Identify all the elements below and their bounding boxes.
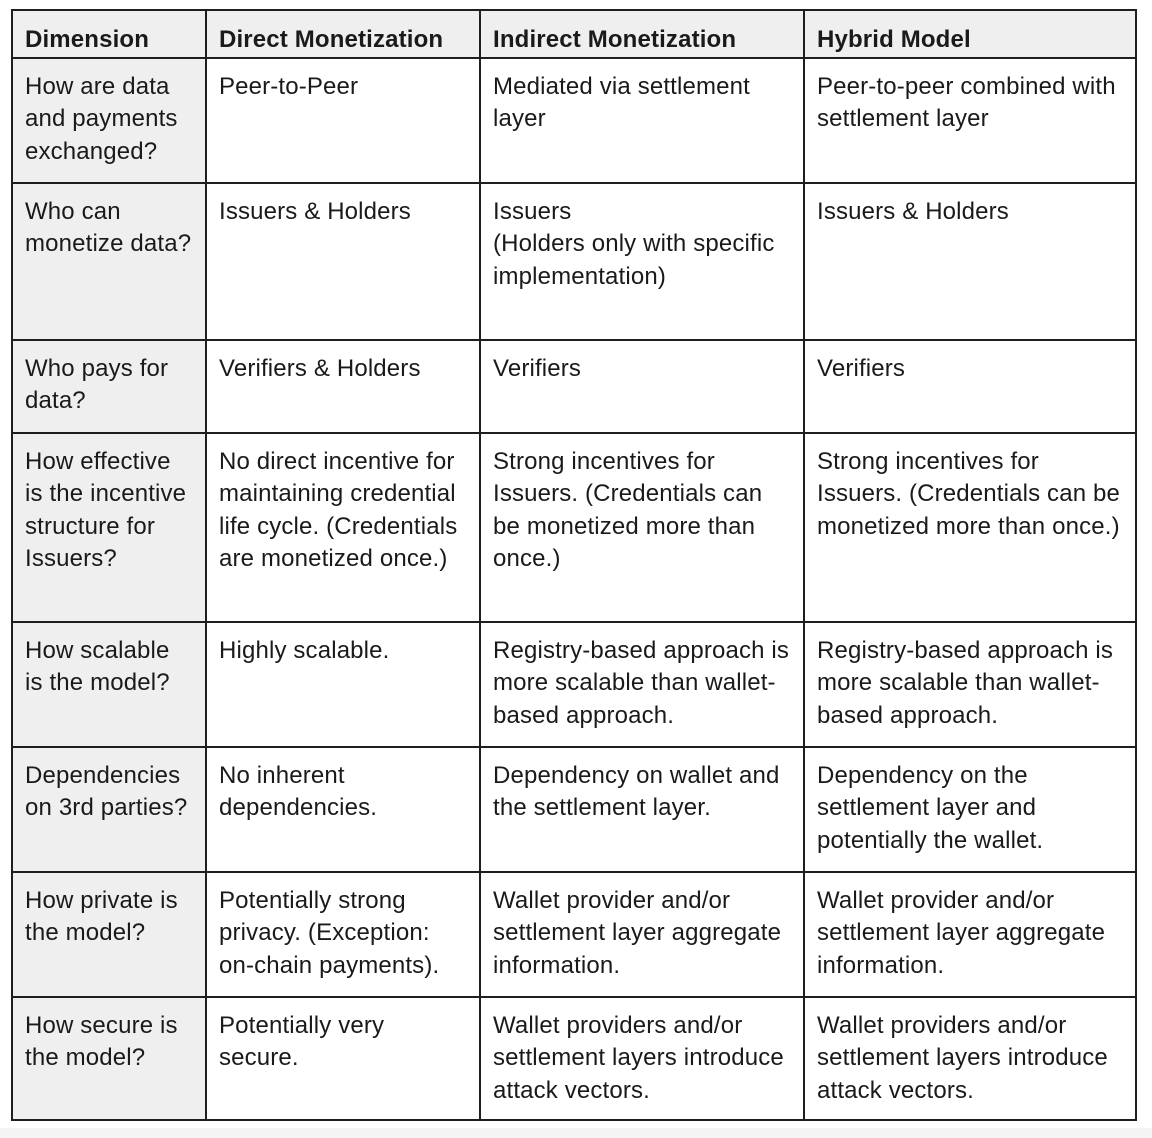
direct-text: No inherent dependencies. [219, 761, 378, 821]
direct-cell [206, 433, 480, 622]
indirect-cell [480, 747, 804, 872]
page-bottom-strip [0, 1128, 1152, 1138]
indirect-cell [480, 872, 804, 997]
table-row [12, 997, 1136, 1120]
dimension-cell [12, 183, 206, 340]
hybrid-cell [804, 997, 1136, 1120]
indirect-text: Wallet providers and/or settlement layers introduce attack vectors. [493, 1011, 784, 1104]
dimension-cell [12, 340, 206, 433]
direct-text: No direct incentive for maintaining credential life cycle. (Credentials are monetized once.) [219, 447, 458, 572]
indirect-cell [480, 183, 804, 340]
dimension-cell [12, 622, 206, 747]
indirect-text: Wallet provider and/or settlement layer aggregate information. [493, 886, 782, 979]
indirect-text: Registry-based approach is more scalable than wallet-based approach. [493, 636, 790, 729]
hybrid-text: Strong incentives for Issuers. (Credentials can be monetized more than once.) [817, 447, 1121, 540]
dimension-cell [12, 433, 206, 622]
dimension-text: Who pays for data? [25, 354, 169, 414]
table-row [12, 183, 1136, 340]
hybrid-cell [804, 183, 1136, 340]
direct-text: Verifiers & Holders [219, 354, 421, 382]
indirect-text: Strong incentives for Issuers. (Credentials can be monetized more than once.) [493, 447, 763, 572]
direct-text: Highly scalable. [219, 636, 390, 664]
indirect-text: Issuers (Holders only with specific implementation) [493, 197, 775, 290]
indirect-cell [480, 997, 804, 1120]
header-indirect-monetization: Indirect Monetization [480, 10, 804, 58]
indirect-cell [480, 622, 804, 747]
table-row [12, 622, 1136, 747]
direct-text: Peer-to-Peer [219, 72, 359, 100]
hybrid-text: Registry-based approach is more scalable than wallet-based approach. [817, 636, 1114, 729]
direct-cell [206, 58, 480, 183]
direct-cell [206, 183, 480, 340]
hybrid-cell [804, 747, 1136, 872]
dimension-text: How are data and payments exchanged? [25, 72, 178, 165]
header-dimension: Dimension [12, 10, 206, 58]
dimension-cell [12, 58, 206, 183]
indirect-text: Mediated via settlement layer [493, 72, 750, 132]
comparison-table-container [11, 9, 1137, 1121]
table-row [12, 58, 1136, 183]
dimension-text: How scalable is the model? [25, 636, 170, 696]
direct-text: Potentially strong privacy. (Exception: on-chain payments). [219, 886, 440, 979]
hybrid-text: Issuers & Holders [817, 197, 1009, 225]
hybrid-cell [804, 622, 1136, 747]
direct-cell [206, 997, 480, 1120]
dimension-text: How effective is the incentive structure for Issuers? [25, 447, 187, 572]
table-row [12, 872, 1136, 997]
dimension-text: How secure is the model? [25, 1011, 178, 1071]
table-row [12, 340, 1136, 433]
dimension-text: Who can monetize data? [25, 197, 192, 257]
dimension-text: Dependencies on 3rd parties? [25, 761, 188, 821]
indirect-text: Dependency on wallet and the settlement layer. [493, 761, 780, 821]
table-row [12, 747, 1136, 872]
hybrid-text: Wallet provider and/or settlement layer aggregate information. [817, 886, 1106, 979]
direct-cell [206, 340, 480, 433]
table-row [12, 433, 1136, 622]
dimension-text: How private is the model? [25, 886, 178, 946]
indirect-cell [480, 340, 804, 433]
hybrid-cell [804, 872, 1136, 997]
dimension-cell [12, 997, 206, 1120]
hybrid-text: Peer-to-peer combined with settlement layer [817, 72, 1116, 132]
direct-text: Potentially very secure. [219, 1011, 385, 1071]
monetization-comparison-table [11, 9, 1137, 1121]
direct-text: Issuers & Holders [219, 197, 411, 225]
direct-cell [206, 747, 480, 872]
hybrid-text: Verifiers [817, 354, 906, 382]
hybrid-cell [804, 58, 1136, 183]
table-header-row [12, 10, 1136, 58]
dimension-cell [12, 747, 206, 872]
direct-cell [206, 872, 480, 997]
hybrid-text: Dependency on the settlement layer and potentially the wallet. [817, 761, 1044, 854]
direct-cell [206, 622, 480, 747]
header-direct-monetization: Direct Monetization [206, 10, 480, 58]
indirect-text: Verifiers [493, 354, 582, 382]
indirect-cell [480, 433, 804, 622]
dimension-cell [12, 872, 206, 997]
hybrid-cell [804, 340, 1136, 433]
header-hybrid-model: Hybrid Model [804, 10, 1136, 58]
indirect-cell [480, 58, 804, 183]
hybrid-cell [804, 433, 1136, 622]
hybrid-text: Wallet providers and/or settlement layers introduce attack vectors. [817, 1011, 1108, 1104]
